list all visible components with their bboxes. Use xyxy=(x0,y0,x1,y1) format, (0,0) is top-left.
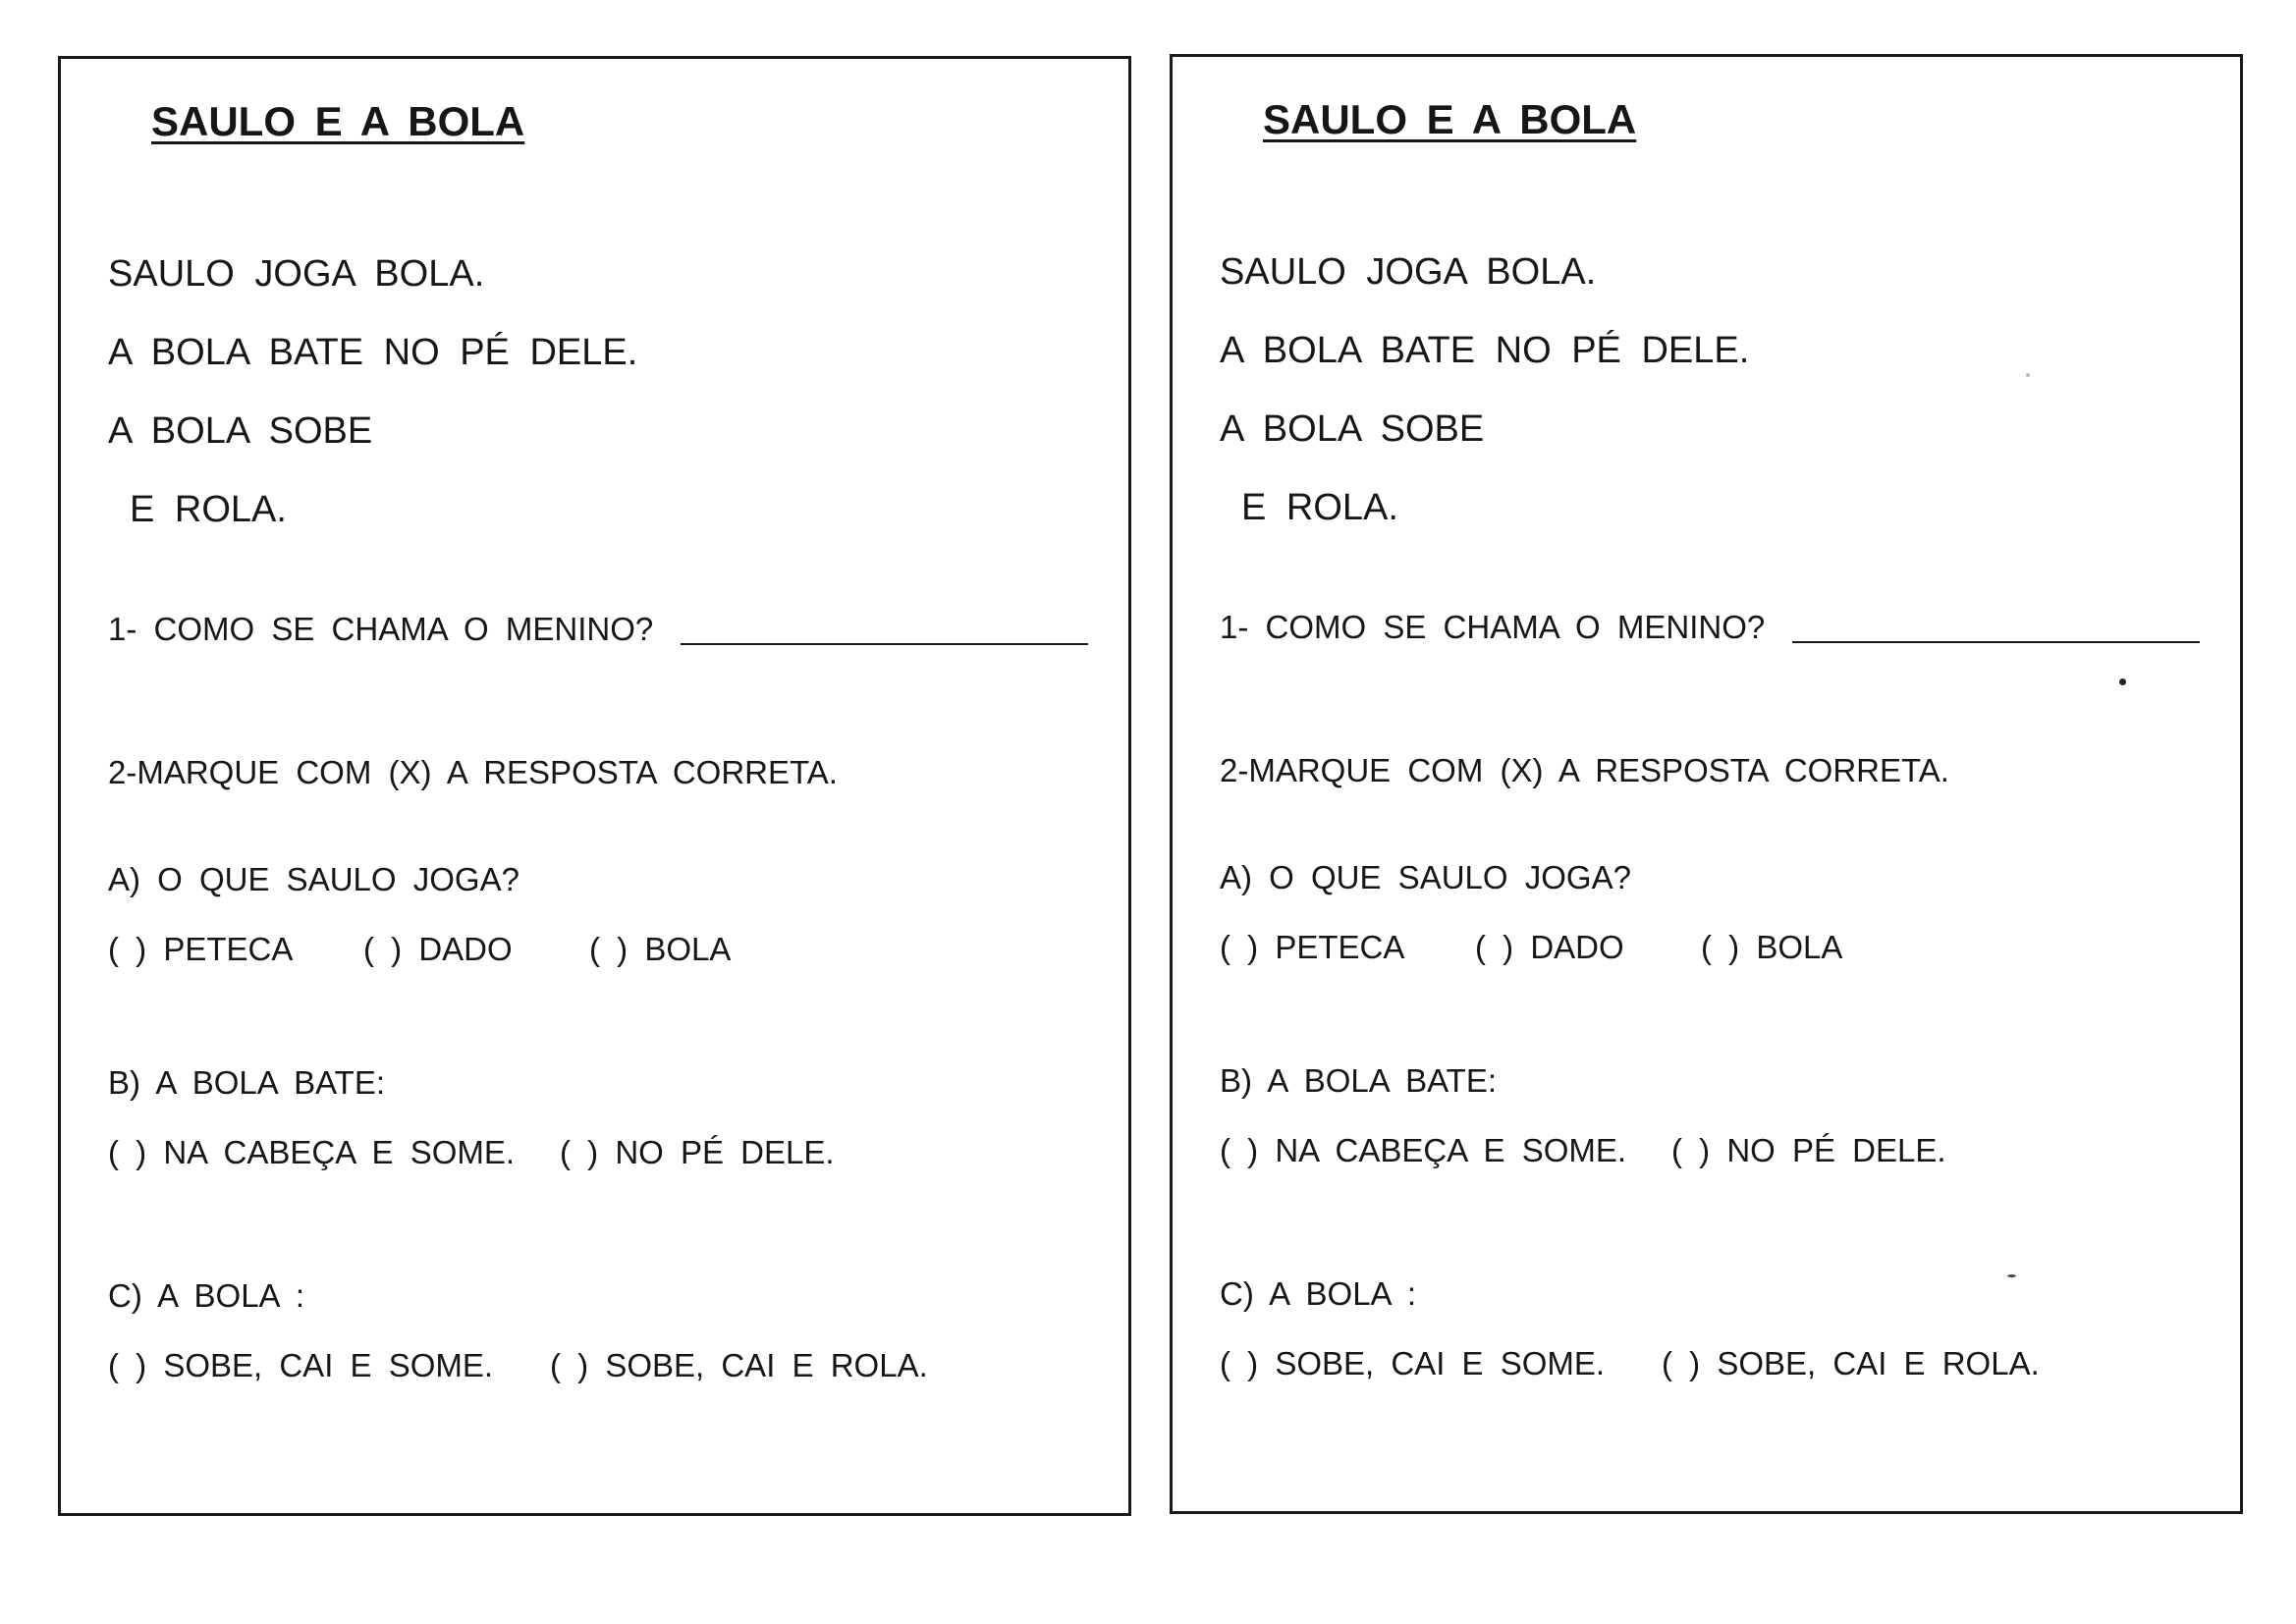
scan-speck xyxy=(2026,373,2030,377)
question-b: B) A BOLA BATE: xyxy=(108,1064,386,1101)
option-some[interactable]: ( ) SOBE, CAI E SOME. xyxy=(108,1347,494,1383)
option-peteca[interactable]: ( ) PETECA xyxy=(1220,929,1405,965)
worksheet-right xyxy=(1170,54,2243,1514)
option-peteca[interactable]: ( ) PETECA xyxy=(108,931,294,967)
answer-blank[interactable] xyxy=(681,643,1088,645)
question-b: B) A BOLA BATE: xyxy=(1220,1062,1498,1099)
question-a: A) O QUE SAULO JOGA? xyxy=(108,861,519,897)
question-2-instruction: 2-MARQUE COM (X) A RESPOSTA CORRETA. xyxy=(1220,752,1949,788)
question-2-instruction: 2-MARQUE COM (X) A RESPOSTA CORRETA. xyxy=(108,754,838,790)
story-line-4: E ROLA. xyxy=(1241,487,1398,528)
answer-blank[interactable] xyxy=(1792,641,2200,643)
story-line-4: E ROLA. xyxy=(130,489,287,530)
option-rola[interactable]: ( ) SOBE, CAI E ROLA. xyxy=(1662,1345,2040,1381)
story-line-1: SAULO JOGA BOLA. xyxy=(108,253,485,295)
question-c: C) A BOLA : xyxy=(108,1277,305,1314)
option-no-pe[interactable]: ( ) NO PÉ DELE. xyxy=(1671,1132,1946,1168)
question-1: 1- COMO SE CHAMA O MENINO? xyxy=(1220,609,1766,645)
option-some[interactable]: ( ) SOBE, CAI E SOME. xyxy=(1220,1345,1606,1381)
scan-speck xyxy=(2119,678,2126,685)
worksheet-left xyxy=(58,56,1131,1516)
option-na-cabeca[interactable]: ( ) NA CABEÇA E SOME. xyxy=(108,1134,516,1170)
option-bola[interactable]: ( ) BOLA xyxy=(1701,929,1843,965)
story-line-2: A BOLA BATE NO PÉ DELE. xyxy=(108,332,638,373)
option-na-cabeca[interactable]: ( ) NA CABEÇA E SOME. xyxy=(1220,1132,1627,1168)
option-no-pe[interactable]: ( ) NO PÉ DELE. xyxy=(560,1134,835,1170)
story-line-3: A BOLA SOBE xyxy=(1220,408,1485,450)
option-bola[interactable]: ( ) BOLA xyxy=(589,931,732,967)
question-1: 1- COMO SE CHAMA O MENINO? xyxy=(108,611,654,647)
story-line-3: A BOLA SOBE xyxy=(108,410,373,452)
worksheet-title: SAULO E A BOLA xyxy=(151,98,525,144)
option-dado[interactable]: ( ) DADO xyxy=(1475,929,1624,965)
question-a: A) O QUE SAULO JOGA? xyxy=(1220,859,1631,895)
story-line-1: SAULO JOGA BOLA. xyxy=(1220,251,1597,293)
scan-speck xyxy=(2007,1274,2016,1277)
option-dado[interactable]: ( ) DADO xyxy=(363,931,513,967)
option-rola[interactable]: ( ) SOBE, CAI E ROLA. xyxy=(550,1347,928,1383)
question-c: C) A BOLA : xyxy=(1220,1275,1417,1312)
worksheet-title: SAULO E A BOLA xyxy=(1263,96,1637,142)
story-line-2: A BOLA BATE NO PÉ DELE. xyxy=(1220,330,1750,371)
